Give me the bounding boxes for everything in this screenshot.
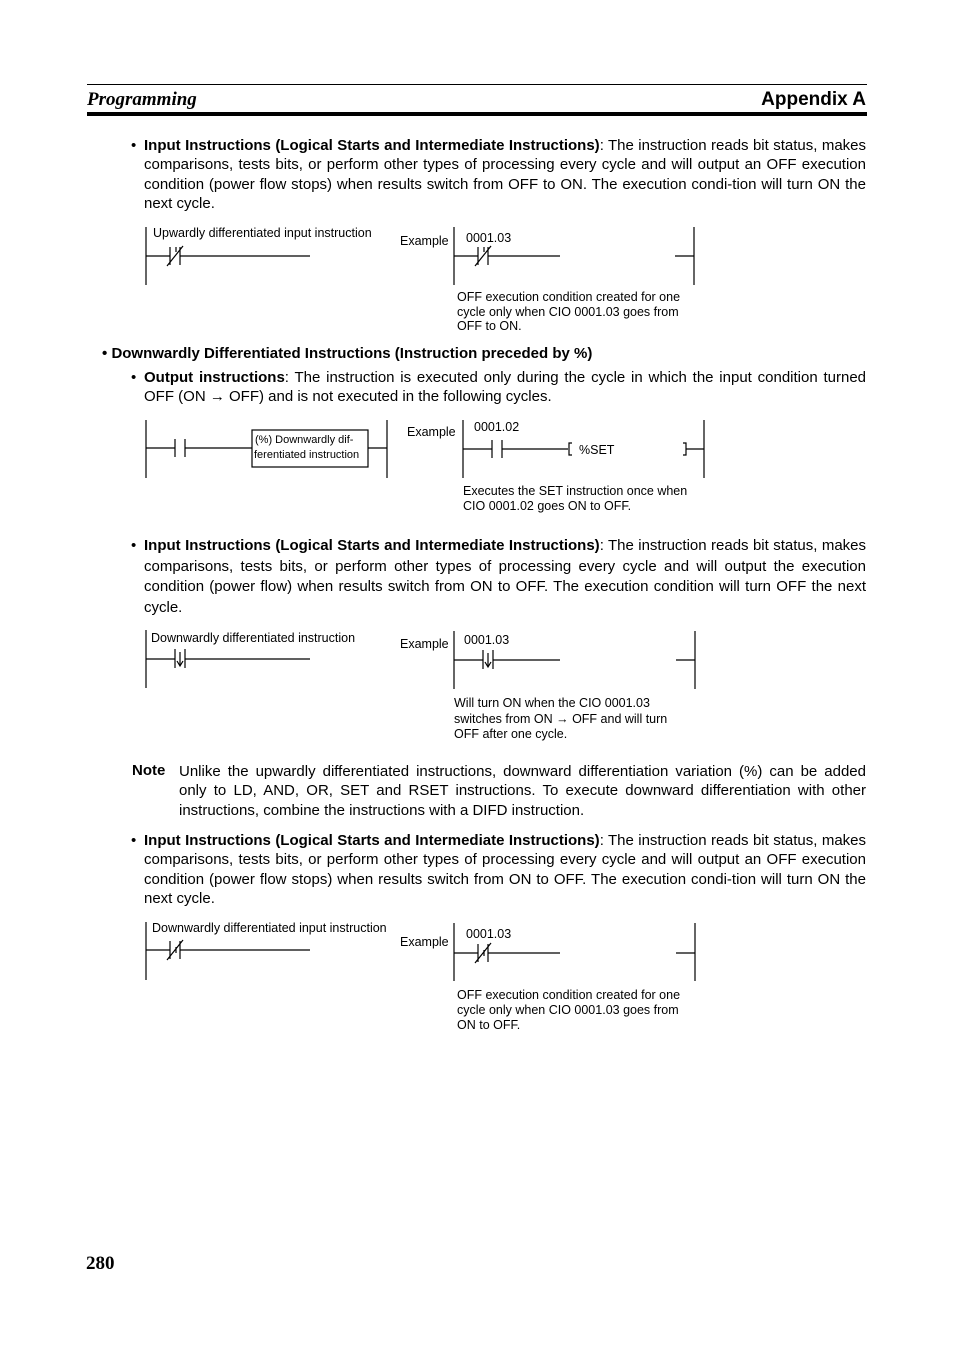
- instruction-box-label: (%) Downwardly dif-: [255, 434, 354, 446]
- contact-address: 0001.03: [466, 927, 512, 941]
- paragraph-body: : The instruction reads bit status, makes comparisons, tests bits, or perform other types of processing every cycle and will output an OFF execution condition (power flow stops) when results switch from ON to OFF. The execution condi-tion will turn ON the next cycle.: [144, 832, 867, 907]
- contact-address: 0001.03: [466, 231, 512, 245]
- caption-line: OFF to ON.: [457, 319, 522, 333]
- caption-line: ON to OFF.: [457, 1018, 521, 1032]
- page-number: 280: [86, 1253, 115, 1274]
- bullet: •: [102, 345, 108, 362]
- diagram-label: Downwardly differentiated input instruction: [152, 921, 387, 935]
- caption-line: OFF execution condition created for one: [457, 988, 681, 1002]
- header-appendix-title: Appendix A: [761, 89, 866, 110]
- caption-line: cycle only when CIO 0001.03 goes from: [457, 305, 679, 319]
- example-label: Example: [400, 637, 449, 651]
- diagram-label: Downwardly differentiated instruction: [151, 631, 356, 645]
- caption-line: OFF execution condition created for one: [457, 290, 681, 304]
- example-label: Example: [407, 425, 456, 439]
- header-section-title: Programming: [87, 89, 197, 110]
- note-label: Note: [132, 762, 166, 779]
- paragraph-body: : The instruction reads bit status, makes comparisons, tests bits, or perform other types of processing every cycle and will output the execution condition (power flow) when results switch from ON to OFF. The execution condition will turn OFF the next cycle.: [144, 537, 867, 616]
- bullet: •: [131, 832, 137, 849]
- bullet: •: [131, 537, 137, 554]
- caption-line: Executes the SET instruction once when: [463, 484, 688, 498]
- caption-line: switches from ON → OFF and will turn: [454, 712, 668, 726]
- section-heading-text: Downwardly Differentiated Instructions (Instruction preceded by %): [111, 345, 593, 362]
- instruction-name: %SET: [579, 443, 615, 457]
- caption-line: Will turn ON when the CIO 0001.03: [454, 696, 650, 710]
- contact-address: 0001.02: [474, 420, 520, 434]
- bullet: •: [131, 137, 137, 154]
- paragraph-title: Input Instructions (Logical Starts and Intermediate Instructions): [144, 832, 600, 849]
- diagram-label: Upwardly differentiated input instruction: [153, 226, 372, 240]
- paragraph-title: Input Instructions (Logical Starts and Intermediate Instructions): [144, 137, 600, 154]
- caption-line: CIO 0001.02 goes ON to OFF.: [463, 499, 632, 513]
- example-label: Example: [400, 935, 449, 949]
- paragraph-body: : The instruction is executed only during the cycle in which the input condition turned OFF (ON → OFF) and is not executed in the following cycles.: [144, 369, 867, 406]
- bullet: •: [131, 369, 137, 386]
- paragraph-title: Input Instructions (Logical Starts and Intermediate Instructions): [144, 537, 600, 554]
- paragraph-title: Output instructions: [144, 369, 285, 386]
- contact-address: 0001.03: [464, 633, 510, 647]
- caption-line: OFF after one cycle.: [454, 727, 568, 741]
- note-text: Unlike the upwardly differentiated instructions, downward differentiation variation (%) can be added only to LD, AND, OR, SET and RSET instructions. To execute downward differentiation with other instructions, combine the instructions with a DIFD instruction.: [179, 763, 866, 819]
- paragraph-body: : The instruction reads bit status, makes comparisons, tests bits, or perform other types of processing every cycle and will output an OFF execution condition (power flow stops) when results switch from OFF to ON. The execution condi-tion will turn ON the next cycle.: [144, 137, 867, 212]
- instruction-box-label: ferentiated instruction: [254, 449, 360, 461]
- caption-line: cycle only when CIO 0001.03 goes from: [457, 1003, 679, 1017]
- example-label: Example: [400, 234, 449, 248]
